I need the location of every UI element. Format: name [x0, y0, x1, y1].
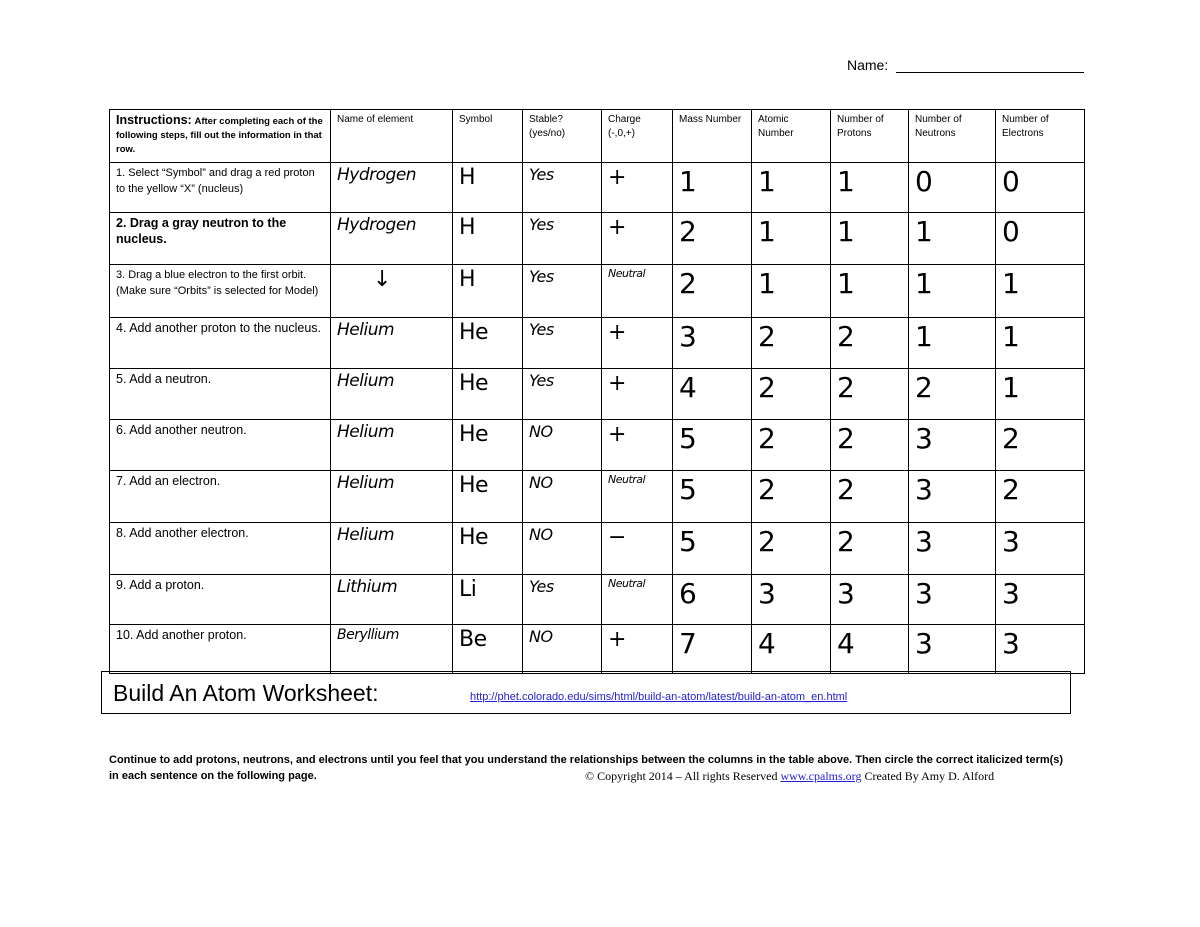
charge-cell[interactable]: Neutral — [602, 575, 673, 625]
table-row — [110, 471, 1085, 523]
instructions-text: After completing each of the following steps, fill out the information in that row. — [116, 116, 323, 155]
worksheet-title: Build An Atom Worksheet: — [113, 680, 379, 706]
mass-number-cell[interactable]: 2 — [673, 265, 752, 318]
table-row — [110, 523, 1085, 575]
copyright-text: © Copyright 2014 – All rights Reserved — [585, 769, 778, 783]
table-row — [110, 213, 1085, 265]
atomic-number-cell[interactable]: 2 — [752, 471, 831, 523]
symbol-cell[interactable]: He — [453, 471, 523, 523]
table-row — [110, 420, 1085, 471]
neutrons-cell[interactable]: 0 — [909, 163, 996, 213]
neutrons-cell[interactable]: 2 — [909, 369, 996, 420]
stable-cell[interactable]: NO — [523, 471, 602, 523]
neutrons-cell[interactable]: 3 — [909, 575, 996, 625]
element-name-cell[interactable]: Helium — [331, 523, 453, 575]
charge-cell[interactable]: + — [602, 163, 673, 213]
name-label: Name: — [847, 57, 889, 73]
stable-cell[interactable]: Yes — [523, 318, 602, 369]
symbol-cell[interactable]: He — [453, 369, 523, 420]
stable-cell[interactable]: NO — [523, 523, 602, 575]
symbol-cell[interactable]: He — [453, 318, 523, 369]
atomic-number-cell[interactable]: 2 — [752, 369, 831, 420]
stable-cell[interactable]: Yes — [523, 265, 602, 318]
copyright-line — [585, 769, 994, 784]
protons-cell[interactable]: 4 — [831, 625, 909, 674]
atomic-number-cell[interactable]: 2 — [752, 523, 831, 575]
charge-cell[interactable]: + — [602, 318, 673, 369]
element-name-cell[interactable]: Helium — [331, 318, 453, 369]
step-instruction: 10. Add another proton. — [110, 625, 331, 674]
symbol-cell[interactable]: He — [453, 420, 523, 471]
electrons-cell[interactable]: 3 — [996, 625, 1085, 674]
electrons-cell[interactable]: 1 — [996, 265, 1085, 318]
author-credit: Created By Amy D. Alford — [864, 769, 995, 783]
column-header: Number of Electrons — [996, 110, 1085, 163]
stable-cell[interactable]: Yes — [523, 213, 602, 265]
mass-number-cell[interactable]: 5 — [673, 523, 752, 575]
element-name-cell[interactable]: Helium — [331, 420, 453, 471]
charge-cell[interactable]: Neutral — [602, 265, 673, 318]
protons-cell[interactable]: 1 — [831, 163, 909, 213]
charge-cell[interactable]: + — [602, 625, 673, 674]
mass-number-cell[interactable]: 7 — [673, 625, 752, 674]
neutrons-cell[interactable]: 3 — [909, 625, 996, 674]
atomic-number-cell[interactable]: 3 — [752, 575, 831, 625]
column-header: Atomic Number — [752, 110, 831, 163]
step-instruction: 3. Drag a blue electron to the first orbit. (Make sure “Orbits” is selected for Model) — [110, 265, 331, 318]
symbol-cell[interactable]: Li — [453, 575, 523, 625]
step-instruction: 4. Add another proton to the nucleus. — [110, 318, 331, 369]
electrons-cell[interactable]: 0 — [996, 163, 1085, 213]
protons-cell[interactable]: 2 — [831, 420, 909, 471]
element-name-cell[interactable]: Helium — [331, 471, 453, 523]
element-name-cell[interactable]: Hydrogen — [331, 163, 453, 213]
neutrons-cell[interactable]: 1 — [909, 318, 996, 369]
neutrons-cell[interactable]: 3 — [909, 523, 996, 575]
neutrons-cell[interactable]: 3 — [909, 420, 996, 471]
atomic-number-cell[interactable]: 1 — [752, 163, 831, 213]
step-instruction: 9. Add a proton. — [110, 575, 331, 625]
table-row — [110, 318, 1085, 369]
name-blank-line[interactable] — [896, 58, 1084, 73]
symbol-cell[interactable]: He — [453, 523, 523, 575]
mass-number-cell[interactable]: 4 — [673, 369, 752, 420]
stable-cell[interactable]: Yes — [523, 163, 602, 213]
stable-cell[interactable]: NO — [523, 420, 602, 471]
charge-cell[interactable]: + — [602, 369, 673, 420]
name-field — [847, 57, 1084, 73]
element-name-cell[interactable]: Lithium — [331, 575, 453, 625]
symbol-cell[interactable]: H — [453, 213, 523, 265]
cpalms-link[interactable]: www.cpalms.org — [780, 769, 862, 783]
stable-cell[interactable]: NO — [523, 625, 602, 674]
step-instruction: 6. Add another neutron. — [110, 420, 331, 471]
mass-number-cell[interactable]: 2 — [673, 213, 752, 265]
atomic-number-cell[interactable]: 2 — [752, 420, 831, 471]
mass-number-cell[interactable]: 5 — [673, 471, 752, 523]
column-header: Number of Protons — [831, 110, 909, 163]
column-header: Number of Neutrons — [909, 110, 996, 163]
neutrons-cell[interactable]: 1 — [909, 265, 996, 318]
electrons-cell[interactable]: 0 — [996, 213, 1085, 265]
element-name-cell[interactable]: Helium — [331, 369, 453, 420]
symbol-cell[interactable]: H — [453, 265, 523, 318]
table-row — [110, 369, 1085, 420]
step-instruction: 5. Add a neutron. — [110, 369, 331, 420]
neutrons-cell[interactable]: 1 — [909, 213, 996, 265]
mass-number-cell[interactable]: 5 — [673, 420, 752, 471]
protons-cell[interactable]: 1 — [831, 265, 909, 318]
instructions-header — [110, 110, 331, 163]
symbol-cell[interactable]: H — [453, 163, 523, 213]
atomic-number-cell[interactable]: 2 — [752, 318, 831, 369]
instructions-heading: Instructions: — [116, 113, 192, 127]
electrons-cell[interactable]: 3 — [996, 523, 1085, 575]
element-name-cell[interactable]: Beryllium — [331, 625, 453, 674]
electrons-cell[interactable]: 2 — [996, 471, 1085, 523]
mass-number-cell[interactable]: 1 — [673, 163, 752, 213]
mass-number-cell[interactable]: 6 — [673, 575, 752, 625]
footer-instructions: Continue to add protons, neutrons, and electrons until you feel that you understand the relationships between the columns in the table above. Then circle the correct italicized term(s) in each sentence on the following page. — [109, 754, 1064, 782]
column-header: Mass Number — [673, 110, 752, 163]
charge-cell[interactable]: + — [602, 420, 673, 471]
table-header-row — [110, 110, 1085, 163]
column-header: Stable? (yes/no) — [523, 110, 602, 163]
protons-cell[interactable]: 2 — [831, 523, 909, 575]
protons-cell[interactable]: 3 — [831, 575, 909, 625]
protons-cell[interactable]: 2 — [831, 318, 909, 369]
atomic-number-cell[interactable]: 1 — [752, 265, 831, 318]
table-row — [110, 265, 1085, 318]
atomic-number-cell[interactable]: 1 — [752, 213, 831, 265]
electrons-cell[interactable]: 2 — [996, 420, 1085, 471]
charge-cell[interactable]: − — [602, 523, 673, 575]
electrons-cell[interactable]: 1 — [996, 318, 1085, 369]
column-header: Charge (-,0,+) — [602, 110, 673, 163]
charge-cell[interactable]: Neutral — [602, 471, 673, 523]
stable-cell[interactable]: Yes — [523, 575, 602, 625]
worksheet-title-box — [101, 671, 1071, 714]
step-instruction: 2. Drag a gray neutron to the nucleus. — [110, 213, 331, 265]
table-row — [110, 575, 1085, 625]
stable-cell[interactable]: Yes — [523, 369, 602, 420]
element-name-cell[interactable] — [331, 265, 453, 318]
element-name-cell[interactable]: Hydrogen — [331, 213, 453, 265]
step-instruction: 8. Add another electron. — [110, 523, 331, 575]
step-instruction: 1. Select “Symbol” and drag a red proton to the yellow “X” (nucleus) — [110, 163, 331, 213]
worksheet-table — [109, 109, 1085, 674]
atomic-number-cell[interactable]: 4 — [752, 625, 831, 674]
protons-cell[interactable]: 2 — [831, 471, 909, 523]
protons-cell[interactable]: 1 — [831, 213, 909, 265]
electrons-cell[interactable]: 3 — [996, 575, 1085, 625]
phet-link[interactable]: http://phet.colorado.edu/sims/html/build-an-atom/latest/build-an-atom_en.html — [470, 691, 848, 703]
column-header: Symbol — [453, 110, 523, 163]
electrons-cell[interactable]: 1 — [996, 369, 1085, 420]
neutrons-cell[interactable]: 3 — [909, 471, 996, 523]
table-row — [110, 625, 1085, 674]
symbol-cell[interactable]: Be — [453, 625, 523, 674]
protons-cell[interactable]: 2 — [831, 369, 909, 420]
step-instruction: 7. Add an electron. — [110, 471, 331, 523]
column-header: Name of element — [331, 110, 453, 163]
mass-number-cell[interactable]: 3 — [673, 318, 752, 369]
down-arrow-icon: ↓ — [373, 267, 391, 292]
table-row — [110, 163, 1085, 213]
charge-cell[interactable]: + — [602, 213, 673, 265]
